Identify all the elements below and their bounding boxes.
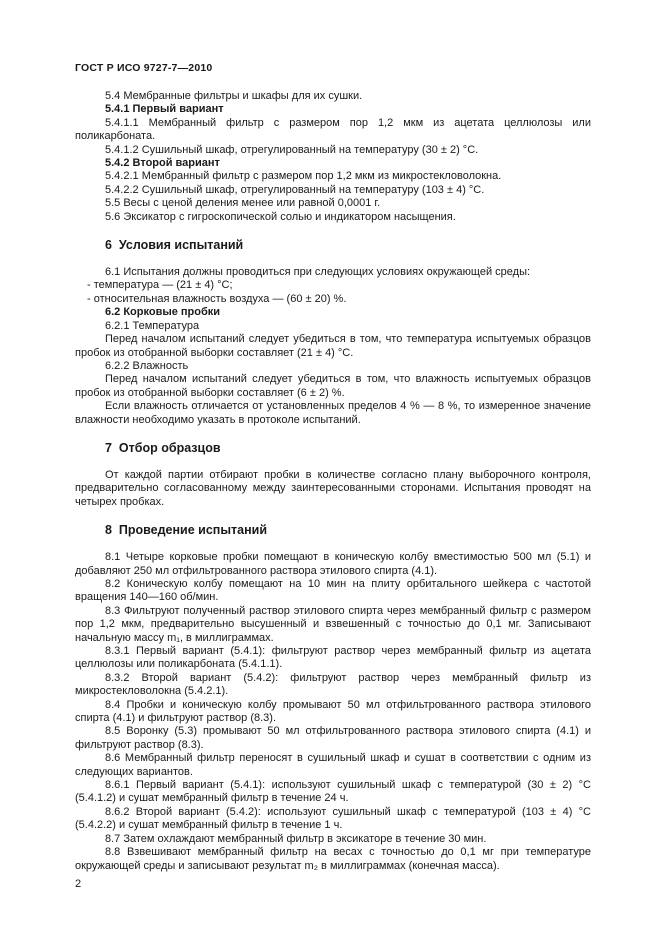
- paragraph: 5.4.2.2 Сушильный шкаф, отрегулированный на температуру (103 ± 4) °С.: [105, 183, 485, 196]
- paragraph: Если влажность отличается от установленных пределов 4 % — 8 %, то измеренное значение влажности необходимо указать в протоколе испытаний.: [75, 400, 591, 426]
- paragraph: - температура — (21 ± 4) °С;: [87, 279, 233, 292]
- paragraph: Перед началом испытаний следует убедиться в том, что влажность испытуемых образцов пробок из отобранной выборки составляет (6 ± 2) %.: [75, 373, 591, 399]
- document-body: [75, 90, 591, 873]
- section-heading: 6 Условия испытаний: [105, 238, 244, 253]
- paragraph: 5.4.2.1 Мембранный фильтр с размером пор 1,2 мкм из микростекловолокна.: [105, 170, 502, 183]
- paragraph: 8.2 Коническую колбу помещают на 10 мин на плиту орбитального шейкера с частотой вращения 140—160 об/мин.: [75, 577, 591, 604]
- paragraph: 5.4.2 Второй вариант: [105, 157, 220, 170]
- paragraph: 6.2 Корковые пробки: [105, 306, 221, 319]
- paragraph: 5.4.1.1 Мембранный фильтр с размером пор 1,2 мкм из ацетата целлюлозы или поликарбоната.: [75, 116, 591, 143]
- paragraph: От каждой партии отбирают пробки в количестве согласно плану выборочного контроля, предварительно согласованному между заинтересованными сторонами. Испытания проводят на четырех пробках.: [75, 468, 591, 508]
- paragraph: 6.2.2 Влажность: [105, 359, 189, 372]
- paragraph: 5.4 Мембранные фильтры и шкафы для их сушки.: [105, 90, 363, 102]
- paragraph: 8.3.2 Второй вариант (5.4.2): фильтруют раствор через мембранный фильтр из микростекловолокна (5.4.2.1).: [75, 671, 591, 698]
- paragraph: 8.5 Воронку (5.3) промывают 50 мл отфильтрованного раствора этилового спирта (4.1) и фильтруют раствор (8.3).: [75, 725, 591, 751]
- running-header: ГОСТ Р ИСО 9727-7—2010: [75, 62, 213, 74]
- paragraph: 6.1 Испытания должны проводиться при следующих условиях окружающей среды:: [105, 266, 531, 279]
- paragraph: 5.4.1 Первый вариант: [105, 103, 224, 116]
- section-heading: 7 Отбор образцов: [105, 440, 221, 455]
- paragraph: 8.3 Фильтруют полученный раствор этилового спирта через мембранный фильтр с размером пор 1,2 мкм, предварительно высушенный и взвешенный с точностью до 0,1 мг. Записывают начальную массу m₁, в миллиграммах.: [75, 604, 591, 644]
- paragraph: Перед началом испытаний следует убедиться в том, что температура испытуемых образцов пробок из отобранной выборки составляет (21 ± 4) °С.: [75, 333, 591, 359]
- paragraph: 8.6 Мембранный фильтр переносят в сушильный шкаф и сушат в соответствии с одним из следующих вариантов.: [75, 752, 591, 778]
- paragraph: 8.6.1 Первый вариант (5.4.1): используют сушильный шкаф с температурой (30 ± 2) °С (5.4.1.2) и сушат мембранный фильтр в течение 24 ч.: [75, 779, 591, 805]
- paragraph: - относительная влажность воздуха — (60 ± 20) %.: [87, 292, 347, 305]
- paragraph: 6.2.1 Температура: [105, 319, 200, 332]
- paragraph: 8.3.1 Первый вариант (5.4.1): фильтруют раствор через мембранный фильтр из ацетата целлюлозы или поликарбоната (5.4.1.1).: [75, 645, 591, 671]
- paragraph: 5.5 Весы с ценой деления менее или равной 0,0001 г.: [105, 197, 381, 210]
- paragraph: 5.6 Эксикатор с гигроскопической солью и индикатором насыщения.: [105, 210, 456, 223]
- paragraph: 5.4.1.2 Сушильный шкаф, отрегулированный на температуру (30 ± 2) °С.: [105, 143, 479, 156]
- section-heading: 8 Проведение испытаний: [105, 523, 268, 538]
- paragraph: 8.1 Четыре корковые пробки помещают в коническую колбу вместимостью 500 мл (5.1) и добавляют 250 мл отфильтрованного раствора этилового спирта (4.1).: [75, 551, 591, 577]
- paragraph: 8.8 Взвешивают мембранный фильтр на весах с точностью до 0,1 мг при температуре окружающей среды и записывают результат m₂ в миллиграммах (конечная масса).: [75, 846, 591, 872]
- paragraph: 8.7 Затем охлаждают мембранный фильтр в эксикаторе в течение 30 мин.: [105, 832, 487, 845]
- paragraph: 8.4 Пробки и коническую колбу промывают 50 мл отфильтрованного раствора этилового спирта (4.1) и фильтруют раствор (8.3).: [75, 698, 591, 725]
- page-number: 2: [75, 878, 82, 890]
- paragraph: 8.6.2 Второй вариант (5.4.2): используют сушильный шкаф с температурой (103 ± 4) °С (5.4.2.2) и сушат мембранный фильтр в течение 1 ч.: [75, 805, 591, 832]
